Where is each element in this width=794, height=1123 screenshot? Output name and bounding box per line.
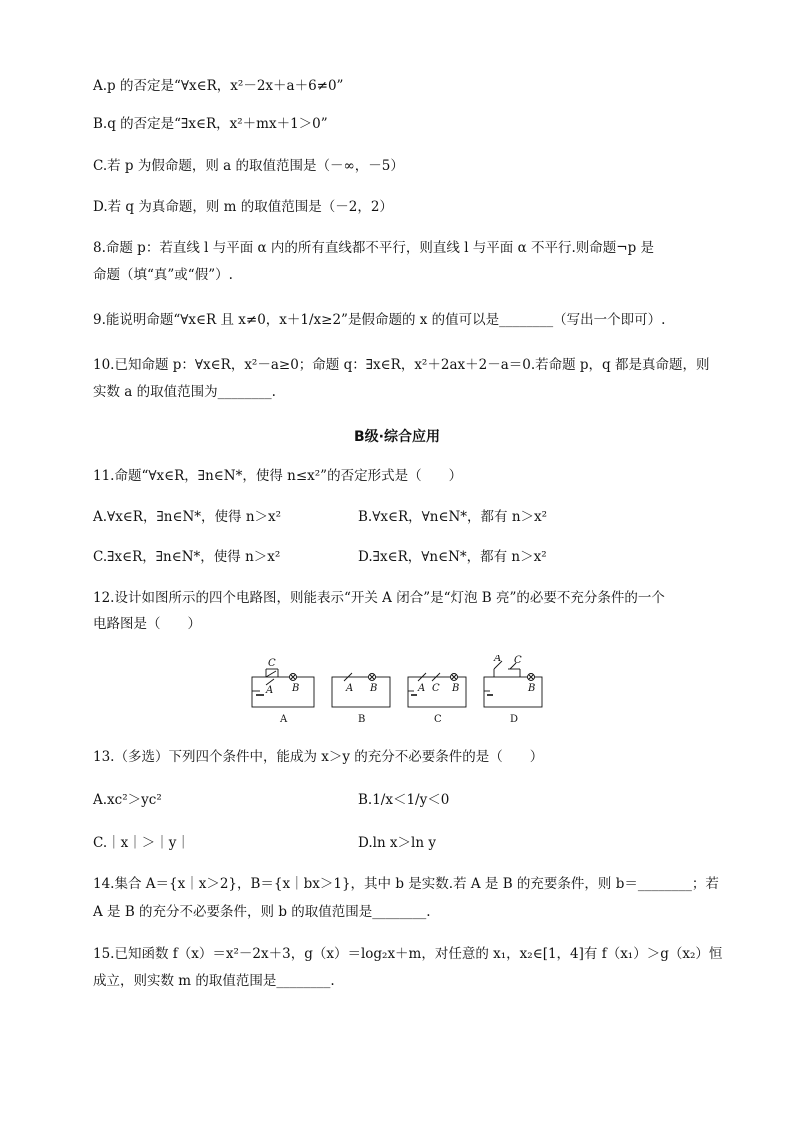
question-15-line1: 15.已知函数 f（x）＝x²－2x＋3，g（x）＝log₂x＋m，对任意的 x₁，x₂∈[1，4]有 f（x₁）＞g（x₂）恒 [93, 946, 723, 962]
switch-label-a: A [494, 655, 502, 664]
circuit-caption-c: C [434, 714, 442, 725]
bulb-label-b: B [528, 683, 536, 694]
question-11-option-c: C.∃x∈R，∃n∈N*，使得 n＞x² [93, 549, 281, 565]
section-heading: B级·综合应用 [354, 429, 440, 445]
circuit-diagrams [248, 655, 548, 725]
question-8-line2: 命题（填“真”或“假”）. [93, 267, 233, 283]
question-12-line2: 电路图是（ ） [93, 616, 201, 632]
option-b: B.q 的否定是“∃x∈R，x²＋mx＋1＞0” [93, 116, 328, 132]
question-13-option-d: D.ln x＞ln y [358, 835, 436, 851]
question-11-option-b: B.∀x∈R，∀n∈N*，都有 n＞x² [358, 509, 548, 525]
circuit-b [332, 673, 390, 707]
question-13-option-c: C.｜x｜＞｜y｜ [93, 835, 190, 851]
switch-label-a: A [346, 683, 354, 694]
question-13: 13.（多选）下列四个条件中，能成为 x＞y 的充分不必要条件的是（ ） [93, 749, 544, 765]
bulb-label-b: B [452, 683, 460, 694]
switch-label-c: C [268, 658, 276, 669]
circuit-caption-b: B [358, 714, 366, 725]
question-10-line2: 实数 a 的取值范围为________. [93, 384, 276, 400]
circuit-caption-d: D [510, 714, 519, 725]
question-13-option-b: B.1/x＜1/y＜0 [358, 792, 450, 808]
question-8-line1: 8.命题 p：若直线 l 与平面 α 内的所有直线都不平行，则直线 l 与平面 α 不平行.则命题¬p 是 [93, 240, 655, 256]
question-10-line1: 10.已知命题 p：∀x∈R，x²－a≥0；命题 q：∃x∈R，x²＋2ax＋2－a＝0.若命题 p，q 都是真命题，则 [93, 357, 710, 373]
switch-label-a: A [418, 683, 426, 694]
question-11: 11.命题“∀x∈R，∃n∈N*，使得 n≤x²”的否定形式是（ ） [93, 468, 463, 484]
question-11-option-d: D.∃x∈R，∀n∈N*，都有 n＞x² [358, 549, 547, 565]
option-d: D.若 q 为真命题，则 m 的取值范围是（－2，2） [93, 199, 393, 215]
question-12-line1: 12.设计如图所示的四个电路图，则能表示“开关 A 闭合”是“灯泡 B 亮”的必要不充分条件的一个 [93, 590, 665, 606]
circuit-a [252, 658, 314, 707]
bulb-label-b: B [370, 683, 378, 694]
bulb-label-b: B [292, 683, 300, 694]
question-15-line2: 成立，则实数 m 的取值范围是________. [93, 973, 335, 989]
question-14-line2: A 是 B 的充分不必要条件，则 b 的取值范围是________. [93, 904, 431, 920]
question-14-line1: 14.集合 A＝{x｜x＞2}，B＝{x｜bx＞1}，其中 b 是实数.若 A 是 B 的充要条件，则 b＝________；若 [93, 876, 719, 892]
circuit-c [408, 673, 466, 707]
question-13-option-a: A.xc²＞yc² [93, 792, 162, 808]
switch-label-c: C [432, 683, 440, 694]
option-c: C.若 p 为假命题，则 a 的取值范围是（－∞，－5） [93, 158, 404, 174]
switch-label-a: A [266, 685, 274, 696]
question-11-option-a: A.∀x∈R，∃n∈N*，使得 n＞x² [93, 509, 282, 525]
circuit-caption-a: A [280, 714, 288, 725]
circuit-d [484, 655, 542, 707]
option-a: A.p 的否定是“∀x∈R，x²－2x＋a＋6≠0” [93, 78, 344, 94]
question-9: 9.能说明命题“∀x∈R 且 x≠0，x＋1/x≥2”是假命题的 x 的值可以是________（写出一个即可）. [93, 312, 666, 328]
switch-label-c: C [514, 655, 522, 666]
